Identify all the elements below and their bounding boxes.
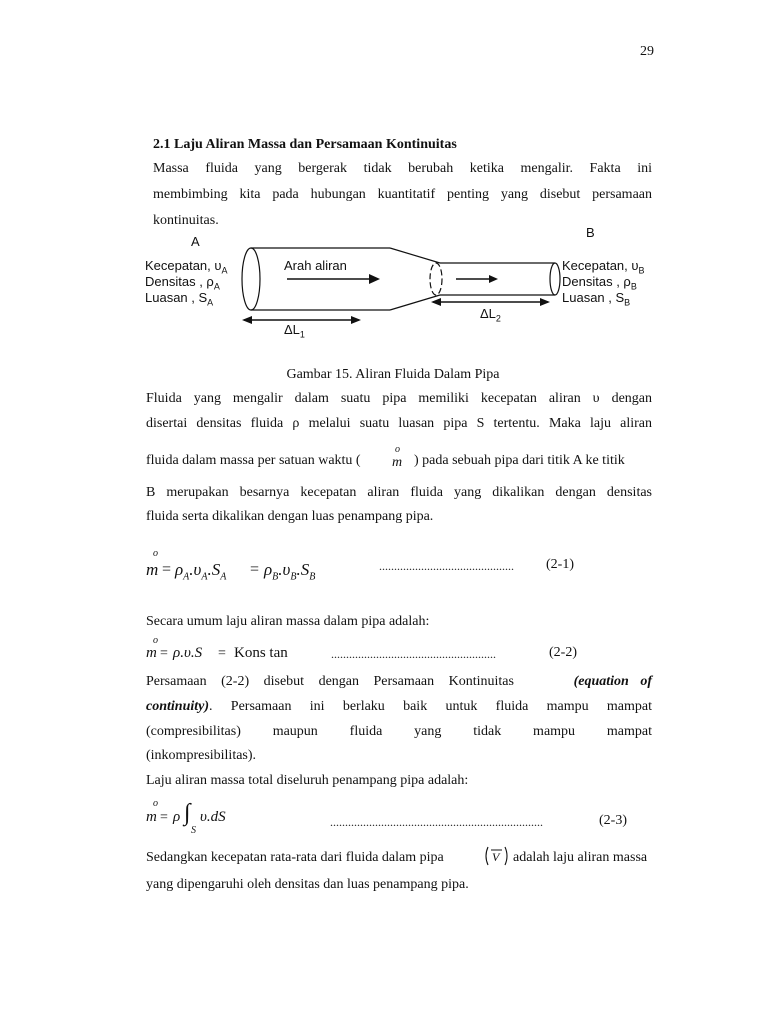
equation-2-3-number: (2-3) <box>599 813 627 828</box>
para1-line-3a: fluida dalam massa per satuan waktu ( <box>146 453 361 468</box>
page-number: 29 <box>640 44 654 59</box>
svg-text:V: V <box>492 850 500 864</box>
equation-2-2-number: (2-2) <box>549 645 577 660</box>
delta-l2-label: $\Delta L_2$ <box>480 306 501 324</box>
flow-arrow-small-icon <box>489 275 498 283</box>
para2-line-3: (compresibilitas) maupun fluida yang tidak mampu mampat <box>146 724 652 739</box>
para1-line-5: fluida serta dikalikan dengan luas penampang pipa. <box>146 509 434 524</box>
pipe-a-inlet <box>242 248 260 310</box>
pipe-b-outlet <box>550 263 560 295</box>
right-area: Luasan , $S_B$ <box>562 290 631 308</box>
para2-line-2: continuity). Persamaan ini berlaku baik untuk fluida mampu mampat <box>146 699 652 714</box>
para2-line-1: Persamaan (2-2) disebut dengan Persamaan Kontinuitas (equation of <box>146 674 652 689</box>
para3-line-1b: adalah laju aliran massa <box>513 850 648 865</box>
equation-2-3: o m = ρ ∫ S υ.dS <box>146 798 226 836</box>
section-heading: 2.1 Laju Aliran Massa dan Persamaan Kontinuitas <box>153 137 457 152</box>
point-b-label: B <box>586 225 595 240</box>
para1-line-3b: ) pada sebuah pipa dari titik A ke titik <box>414 453 625 468</box>
equation-2-2: o m = ρ.υ.S = Kons tan <box>146 635 288 661</box>
para1-line-4: B merupakan besarnya kecepatan aliran fluida yang dikalikan dengan densitas <box>146 485 652 500</box>
para2-line-4: (inkompresibilitas). <box>146 748 257 763</box>
intro-line-1: Massa fluida yang bergerak tidak berubah ketika mengalir. Fakta ini <box>153 161 652 176</box>
equation-2-1: o m = $\rho_A.\upsilon_A.S_A$ = $\rho_B.\upsilon_B.S_B$ <box>146 548 316 583</box>
equation-2-1-number: (2-1) <box>546 557 574 572</box>
mean-velocity-symbol <box>483 845 510 867</box>
equation-2-2-leader: ....................................................... <box>331 647 496 661</box>
left-velocity: Kecepatan, $\upsilon_A$ <box>145 258 228 276</box>
right-velocity: Kecepatan, $\upsilon_B$ <box>562 258 645 276</box>
para1-line-1: Fluida yang mengalir dalam suatu pipa memiliki kecepatan aliran υ dengan <box>146 391 652 406</box>
eq3-intro: Laju aliran massa total diseluruh penampang pipa adalah: <box>146 773 469 788</box>
eq2-intro: Secara umum laju aliran massa dalam pipa adalah: <box>146 614 430 629</box>
para3-line-1a: Sedangkan kecepatan rata-rata dari fluida dalam pipa <box>146 850 444 865</box>
equation-2-3-leader: ....................................................................... <box>330 815 543 829</box>
pipe-constriction <box>430 263 442 295</box>
flow-direction-label: Arah aliran <box>284 258 347 273</box>
point-a-label: A <box>191 234 200 249</box>
para1-line-2: disertai densitas fluida ρ melalui suatu luasan pipa S tertentu. Maka laju aliran <box>146 416 652 431</box>
left-area: Luasan , $S_A$ <box>145 290 214 308</box>
left-density: Densitas , $\rho_A$ <box>145 274 220 292</box>
intro-line-3: kontinuitas. <box>153 213 219 228</box>
intro-line-2: membimbing kita pada hubungan kuantitatif penting yang disebut persamaan <box>153 187 652 202</box>
flow-arrow-icon <box>369 274 380 284</box>
mass-flow-symbol: o m <box>392 444 403 470</box>
pipe-diagram <box>140 225 660 358</box>
delta-l1-label: $\Delta L_1$ <box>284 322 305 340</box>
equation-2-1-leader: ............................................. <box>379 559 514 573</box>
konstan-term: Kons tan <box>234 645 288 661</box>
right-density: Densitas , $\rho_B$ <box>562 274 637 292</box>
para3-line-2: yang dipengaruhi oleh densitas dan luas penampang pipa. <box>146 877 469 892</box>
figure-caption: Gambar 15. Aliran Fluida Dalam Pipa <box>286 367 500 382</box>
